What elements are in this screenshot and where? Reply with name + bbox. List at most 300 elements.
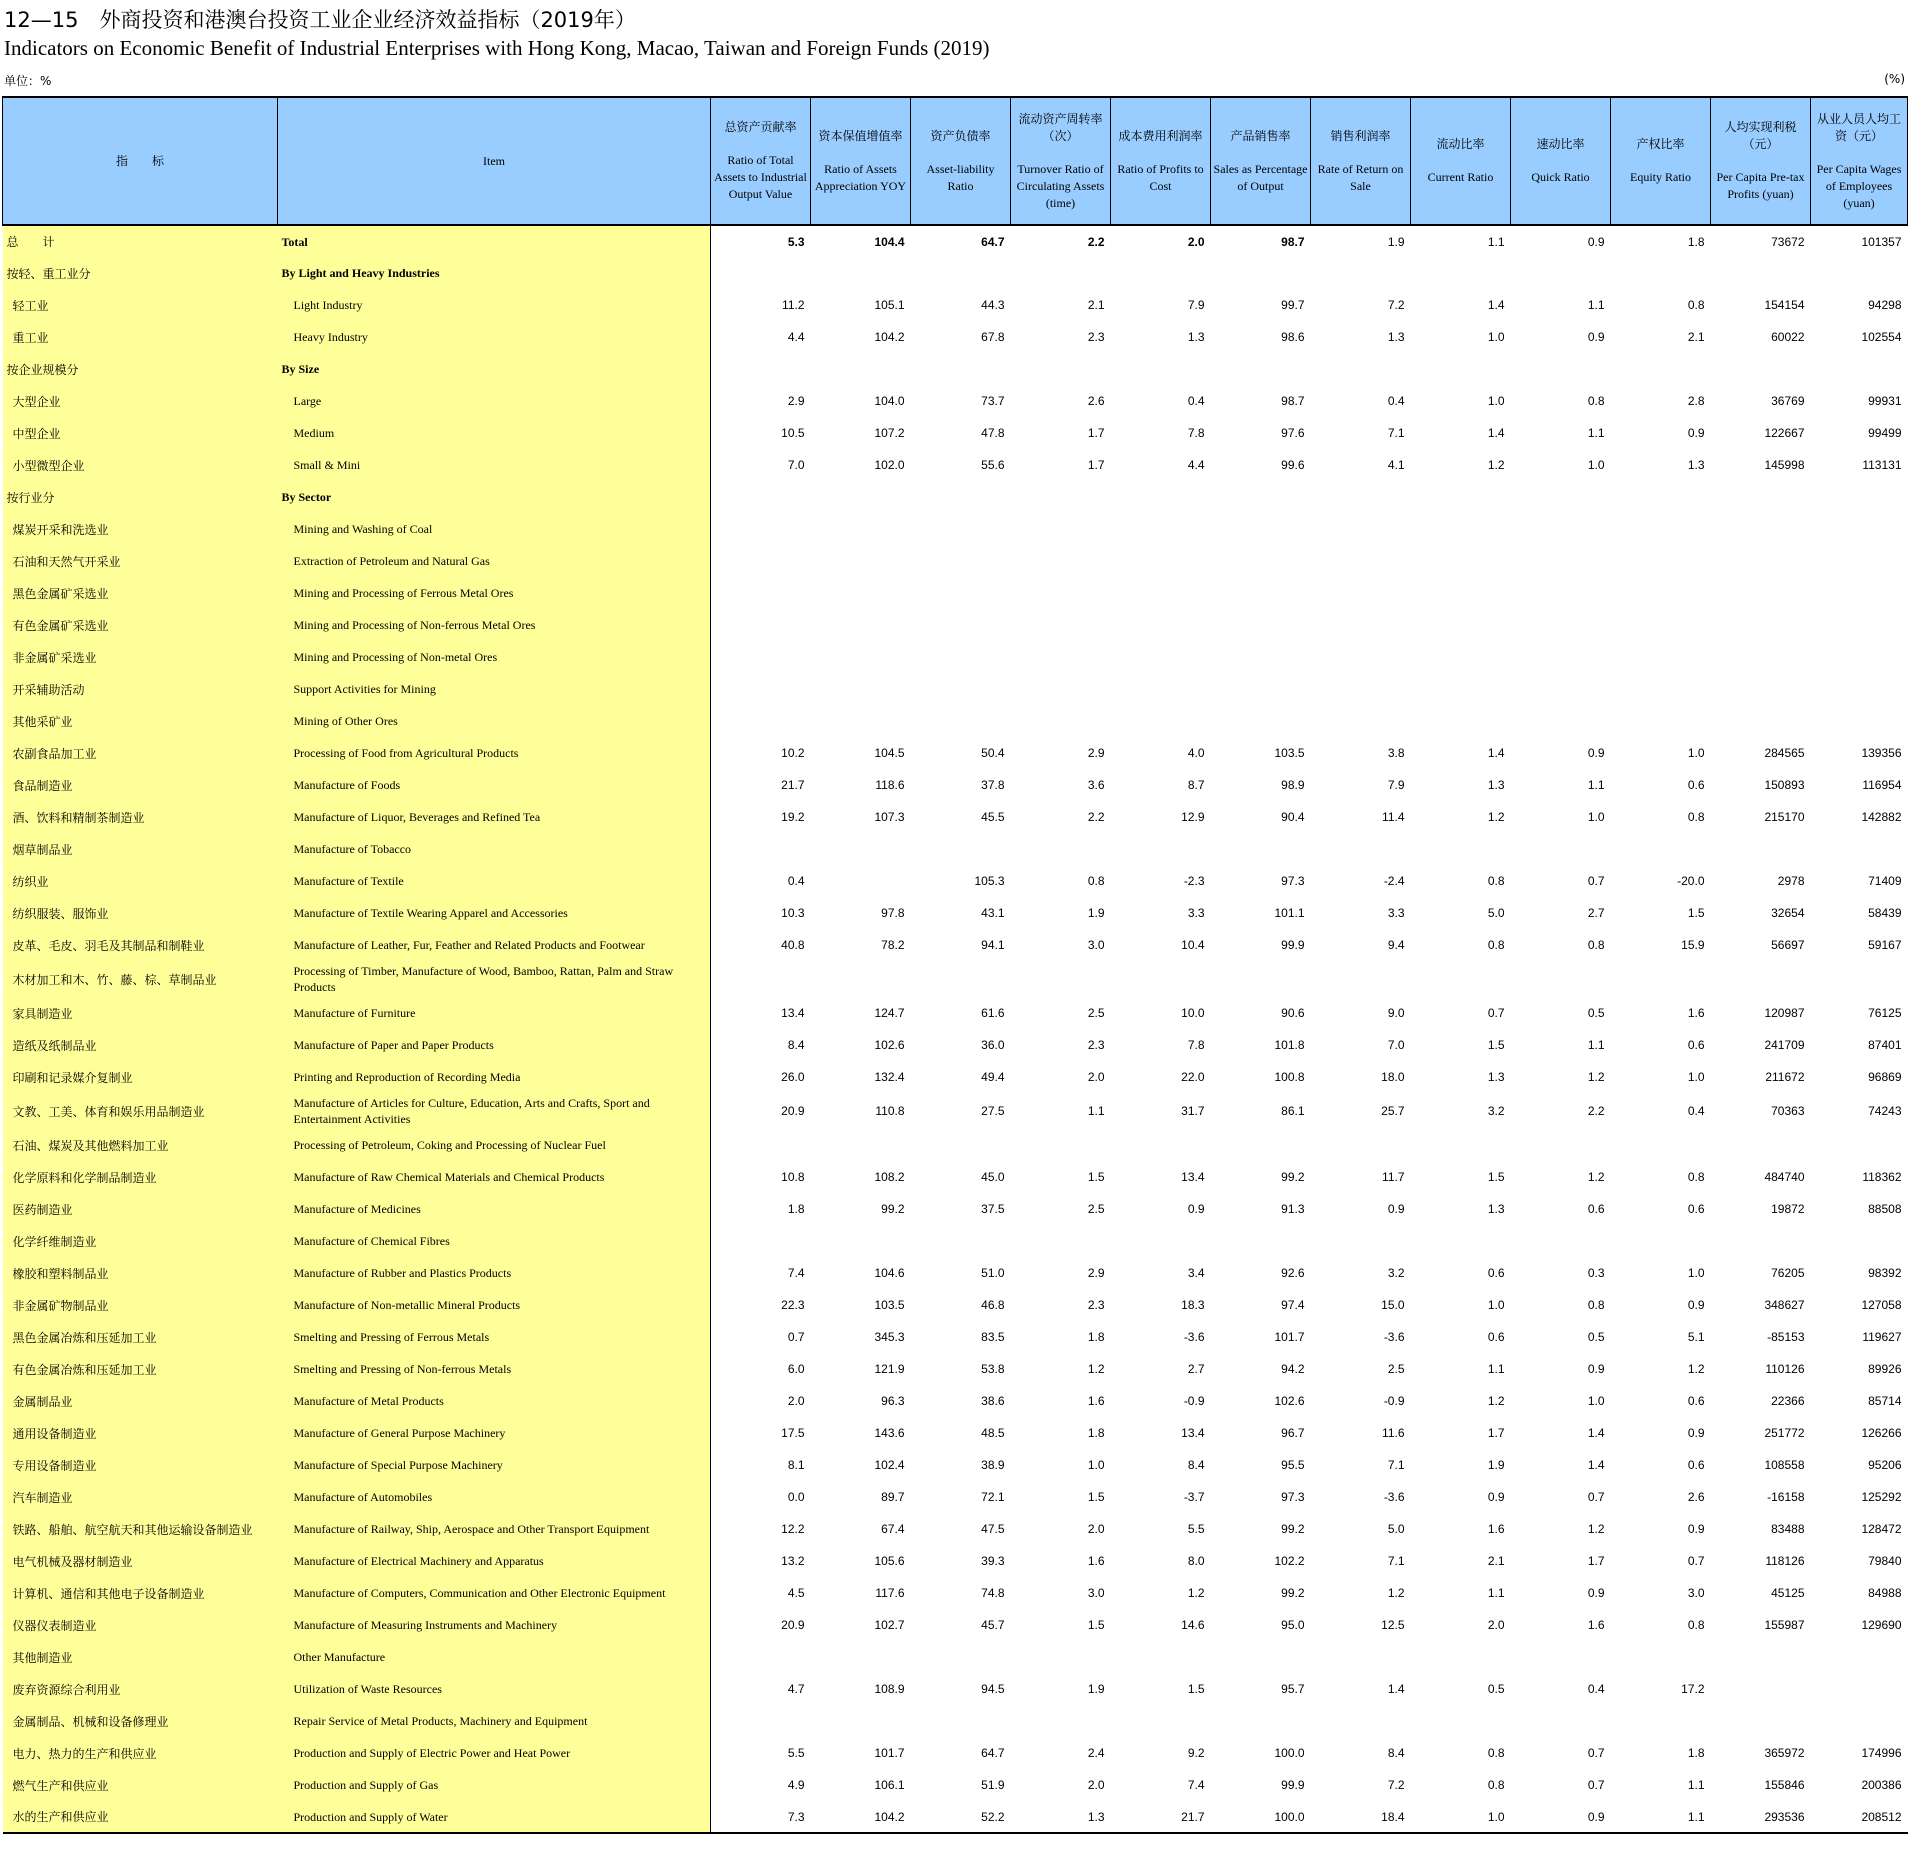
table-cell: 87401 (1868, 1038, 1902, 1052)
table-cell: 2.1 (1487, 1554, 1505, 1568)
row-label-cn: 印刷和记录媒介复制业 (3, 1061, 278, 1093)
table-cell: 5.0 (1387, 1522, 1405, 1536)
table-cell: 2.9 (1087, 746, 1105, 760)
column-header-en: Sales as Percentage of Output (1213, 161, 1308, 193)
table-cell (1611, 609, 1711, 641)
column-header-cn: 产权比率 (1636, 137, 1685, 151)
table-cell: 1.6 (1487, 1522, 1505, 1536)
table-cell: 11.6 (1382, 1426, 1405, 1440)
table-cell: 104.5 (874, 746, 905, 760)
table-title-en: Indicators on Economic Benefit of Industrial Enterprises with Hong Kong, Macao, Taiwan and Foreign Funds (2019) (4, 36, 990, 60)
table-cell: 1.1 (1487, 1362, 1505, 1376)
table-cell: 1.3 (1387, 330, 1405, 344)
table-cell: 25.7 (1381, 1104, 1405, 1118)
table-cell: 83488 (1771, 1522, 1805, 1536)
table-cell: 38.9 (981, 1458, 1005, 1472)
table-cell (1011, 641, 1111, 673)
table-cell: 2.0 (1487, 1618, 1505, 1632)
row-label-en: Other Manufacture (278, 1641, 711, 1673)
table-cell: 67.4 (881, 1522, 905, 1536)
table-cell: 8.0 (1187, 1554, 1205, 1568)
table-cell: 0.4 (1687, 1104, 1705, 1118)
row-label-cn: 金属制品、机械和设备修理业 (3, 1705, 278, 1737)
table-cell: 0.9 (1387, 1202, 1405, 1216)
table-cell: 31.7 (1181, 1104, 1205, 1118)
row-label-cn: 非金属矿采选业 (3, 641, 278, 673)
table-cell: 104.2 (874, 330, 905, 344)
table-cell: 1.0 (1487, 330, 1505, 344)
row-label-cn: 非金属矿物制品业 (3, 1289, 278, 1321)
table-cell: 215170 (1764, 810, 1805, 824)
table-cell (1511, 961, 1611, 997)
table-cell: 3.4 (1187, 1266, 1205, 1280)
column-header-en: Ratio of Total Assets to Industrial Output Value (714, 153, 807, 201)
table-cell: 102.7 (874, 1618, 905, 1632)
table-cell: 13.4 (1181, 1426, 1205, 1440)
table-row (3, 1093, 1908, 1129)
row-label-en: By Size (278, 353, 711, 385)
table-cell: 1.6 (1087, 1394, 1105, 1408)
table-cell: 98.9 (1281, 778, 1305, 792)
table-cell: 3.0 (1087, 938, 1105, 952)
table-row (3, 1705, 1908, 1737)
table-cell (1411, 353, 1511, 385)
table-cell: 105.6 (874, 1554, 905, 1568)
column-header (1211, 97, 1311, 225)
row-label-en: Manufacture of Textile Wearing Apparel and Accessories (278, 897, 711, 929)
table-cell (1611, 257, 1711, 289)
table-cell (911, 673, 1011, 705)
table-cell (1711, 481, 1811, 513)
table-cell: -0.9 (1183, 1394, 1205, 1408)
table-cell (1211, 1705, 1311, 1737)
row-label-en: Total (278, 225, 711, 257)
row-label-cn: 其他制造业 (3, 1641, 278, 1673)
table-cell: 88508 (1868, 1202, 1902, 1216)
row-label-en: Production and Supply of Water (278, 1801, 711, 1833)
table-row (3, 1801, 1908, 1833)
table-cell (1411, 673, 1511, 705)
table-cell (1511, 545, 1611, 577)
table-cell: 108.2 (874, 1170, 905, 1184)
table-cell: 47.8 (981, 426, 1005, 440)
table-cell: 19.2 (781, 810, 805, 824)
row-label-cn: 酒、饮料和精制茶制造业 (3, 801, 278, 833)
table-cell: 102.4 (874, 1458, 905, 1472)
table-cell: 55.6 (981, 458, 1005, 472)
table-cell: 0.9 (1587, 234, 1605, 249)
table-row (3, 1641, 1908, 1673)
table-cell: 129690 (1861, 1618, 1902, 1632)
table-cell (1111, 513, 1211, 545)
table-cell: 2.0 (787, 1394, 805, 1408)
row-label-en: Mining and Processing of Non-metal Ores (278, 641, 711, 673)
table-cell: 90.6 (1281, 1006, 1305, 1020)
table-cell (811, 1705, 911, 1737)
table-cell: 10.4 (1181, 938, 1205, 952)
row-label-en: Processing of Petroleum, Coking and Processing of Nuclear Fuel (278, 1129, 711, 1161)
row-label-cn: 黑色金属冶炼和压延加工业 (3, 1321, 278, 1353)
table-cell (1411, 1225, 1511, 1257)
table-cell: 0.8 (1587, 938, 1605, 952)
row-label-en: Utilization of Waste Resources (278, 1673, 711, 1705)
row-label-cn: 计算机、通信和其他电子设备制造业 (3, 1577, 278, 1609)
table-cell: 102.6 (1274, 1394, 1305, 1408)
table-cell: 59167 (1868, 938, 1902, 952)
table-cell: 18.3 (1181, 1298, 1205, 1312)
table-cell: 4.1 (1387, 458, 1405, 472)
table-cell: 45.5 (981, 810, 1005, 824)
table-cell: 2.2 (1087, 810, 1105, 824)
table-cell: 1.9 (1087, 1682, 1105, 1696)
table-cell (1211, 673, 1311, 705)
table-cell: -16158 (1767, 1490, 1805, 1504)
table-cell: 1.2 (1687, 1362, 1705, 1376)
column-header-cn: 产品销售率 (1230, 128, 1291, 143)
table-cell: 38.6 (981, 1394, 1005, 1408)
table-cell: 3.8 (1387, 746, 1405, 760)
table-cell (1811, 609, 1908, 641)
table-cell (1111, 353, 1211, 385)
table-cell (711, 353, 811, 385)
unit-label: 单位：% (4, 74, 52, 88)
table-cell: 45.0 (981, 1170, 1005, 1184)
column-header-cn: 从业人员人均工资（元） (1816, 111, 1901, 143)
row-label-en: Manufacture of General Purpose Machinery (278, 1417, 711, 1449)
row-label-en: Manufacture of Electrical Machinery and Apparatus (278, 1545, 711, 1577)
table-cell (711, 513, 811, 545)
table-cell: 4.9 (787, 1778, 805, 1792)
table-title-cn: 12—15 外商投资和港澳台投资工业企业经济效益指标（2019年） (4, 8, 636, 32)
row-label-en: Manufacture of Medicines (278, 1193, 711, 1225)
table-cell: 0.3 (1587, 1266, 1605, 1280)
table-cell (911, 481, 1011, 513)
table-cell: 89926 (1868, 1362, 1902, 1376)
table-cell: 0.6 (1687, 1038, 1705, 1052)
table-cell (1811, 1673, 1908, 1705)
table-cell (1111, 577, 1211, 609)
table-cell: 1.2 (1587, 1170, 1605, 1184)
column-header (1711, 97, 1811, 225)
table-cell (1011, 961, 1111, 997)
table-cell: 1.0 (1687, 1070, 1705, 1084)
table-cell: 99.2 (881, 1202, 905, 1216)
table-cell (1111, 481, 1211, 513)
row-label-cn: 有色金属冶炼和压延加工业 (3, 1353, 278, 1385)
table-row (3, 449, 1908, 481)
table-cell: 348627 (1764, 1298, 1805, 1312)
row-label-cn: 按行业分 (3, 481, 278, 513)
table-cell: 1.7 (1587, 1554, 1605, 1568)
table-cell: 106.1 (874, 1778, 905, 1792)
table-cell (911, 257, 1011, 289)
table-cell: 0.7 (1587, 874, 1605, 888)
table-cell: 1.6 (1687, 1006, 1705, 1020)
table-cell: 0.8 (1487, 938, 1505, 952)
table-cell (1411, 609, 1511, 641)
row-label-cn: 有色金属矿采选业 (3, 609, 278, 641)
table-cell (1811, 705, 1908, 737)
table-cell: 1.7 (1487, 1426, 1505, 1440)
table-cell (1011, 1129, 1111, 1161)
table-cell: 99.2 (1281, 1522, 1305, 1536)
table-cell: 37.5 (981, 1202, 1005, 1216)
row-label-cn: 通用设备制造业 (3, 1417, 278, 1449)
row-label-en: Manufacture of Furniture (278, 997, 711, 1029)
table-cell: 15.0 (1381, 1298, 1405, 1312)
column-header (1411, 97, 1511, 225)
table-cell: 7.1 (1387, 1554, 1405, 1568)
table-row (3, 1545, 1908, 1577)
table-cell: 108558 (1764, 1458, 1805, 1472)
table-cell: 4.4 (787, 330, 805, 344)
table-cell: 2.0 (1087, 1522, 1105, 1536)
table-cell (711, 545, 811, 577)
table-cell: 98392 (1868, 1266, 1902, 1280)
table-cell: 0.8 (1687, 810, 1705, 824)
table-row (3, 1257, 1908, 1289)
row-label-cn: 文教、工美、体育和娱乐用品制造业 (3, 1093, 278, 1129)
table-cell: 1.8 (1687, 234, 1705, 249)
table-cell: 0.7 (1587, 1746, 1605, 1760)
table-cell: 5.1 (1687, 1330, 1705, 1344)
row-label-cn: 黑色金属矿采选业 (3, 577, 278, 609)
table-cell (1111, 705, 1211, 737)
table-cell: 72.1 (981, 1490, 1005, 1504)
table-cell: 7.0 (1387, 1038, 1405, 1052)
table-cell (711, 1225, 811, 1257)
table-cell: 58439 (1868, 906, 1902, 920)
table-cell: 251772 (1764, 1426, 1805, 1440)
row-label-en: Manufacture of Chemical Fibres (278, 1225, 711, 1257)
table-cell: 97.6 (1281, 426, 1305, 440)
table-cell (1611, 1225, 1711, 1257)
table-cell: 13.2 (781, 1554, 805, 1568)
table-cell: 7.3 (787, 1809, 805, 1824)
table-cell: 83.5 (981, 1330, 1005, 1344)
table-cell: 12.9 (1181, 810, 1205, 824)
table-cell: 36769 (1771, 394, 1805, 408)
row-label-cn: 食品制造业 (3, 769, 278, 801)
table-cell (1311, 1225, 1411, 1257)
table-cell: 94.5 (981, 1682, 1005, 1696)
row-label-cn: 造纸及纸制品业 (3, 1029, 278, 1061)
table-cell: 78.2 (881, 938, 905, 952)
table-cell: 45125 (1771, 1586, 1805, 1600)
table-cell: 1.0 (1487, 1809, 1505, 1824)
table-cell (1711, 353, 1811, 385)
row-label-en: Processing of Food from Agricultural Products (278, 737, 711, 769)
table-cell: 64.7 (981, 234, 1005, 249)
table-cell: 99931 (1868, 394, 1902, 408)
column-header (911, 97, 1011, 225)
table-cell: -20.0 (1677, 874, 1705, 888)
table-cell: 26.0 (781, 1070, 805, 1084)
table-cell: 67.8 (981, 330, 1005, 344)
table-cell: 1.5 (1187, 1682, 1205, 1696)
table-cell (1611, 545, 1711, 577)
column-header-en: Ratio of Profits to Cost (1117, 161, 1204, 193)
table-cell: 13.4 (1181, 1170, 1205, 1184)
table-cell (1511, 609, 1611, 641)
table-cell: 0.6 (1587, 1202, 1605, 1216)
table-cell: 0.8 (1687, 1618, 1705, 1632)
table-row (3, 929, 1908, 961)
table-cell (1511, 1641, 1611, 1673)
table-cell: 7.0 (787, 458, 805, 472)
row-label-en: Manufacture of Leather, Fur, Feather and Related Products and Footwear (278, 929, 711, 961)
table-cell: 1.6 (1087, 1554, 1105, 1568)
table-cell: 1.0 (1687, 746, 1705, 760)
row-label-cn: 木材加工和木、竹、藤、棕、草制品业 (3, 961, 278, 997)
table-cell: 1.9 (1087, 906, 1105, 920)
table-cell: 2978 (1777, 874, 1805, 888)
row-label-en: Manufacture of Metal Products (278, 1385, 711, 1417)
table-cell: 37.8 (981, 778, 1005, 792)
table-cell (1711, 577, 1811, 609)
table-cell (1111, 1129, 1211, 1161)
table-cell: 64.7 (981, 1746, 1005, 1760)
table-cell (1711, 961, 1811, 997)
table-cell: 118126 (1765, 1554, 1805, 1568)
table-cell: 0.9 (1687, 1522, 1705, 1536)
table-cell: 17.5 (781, 1426, 805, 1440)
table-cell (1311, 705, 1411, 737)
table-cell: 345.3 (874, 1330, 905, 1344)
table-row (3, 897, 1908, 929)
table-row (3, 737, 1908, 769)
row-label-en: Mining and Processing of Non-ferrous Metal Ores (278, 609, 711, 641)
table-cell (1511, 577, 1611, 609)
table-cell: 104.6 (874, 1266, 905, 1280)
table-cell (1411, 481, 1511, 513)
table-cell (811, 353, 911, 385)
table-cell: 1.1 (1587, 1038, 1605, 1052)
table-cell (1011, 609, 1111, 641)
table-cell: 99.9 (1281, 938, 1305, 952)
table-cell (1311, 1705, 1411, 1737)
table-cell: 76205 (1771, 1266, 1805, 1280)
row-label-cn: 小型微型企业 (3, 449, 278, 481)
table-cell (1211, 609, 1311, 641)
table-cell: 1.1 (1587, 778, 1605, 792)
table-cell: 1.5 (1087, 1618, 1105, 1632)
table-cell (1211, 961, 1311, 997)
table-cell (1011, 1641, 1111, 1673)
table-cell: 103.5 (874, 1298, 905, 1312)
table-cell: 104.4 (874, 234, 905, 249)
column-header (1011, 97, 1111, 225)
table-cell: 32654 (1771, 906, 1805, 920)
table-cell: 0.9 (1687, 1298, 1705, 1312)
row-label-en: Manufacture of Textile (278, 865, 711, 897)
table-cell: 101.1 (1274, 906, 1305, 920)
table-cell (1311, 1129, 1411, 1161)
table-cell: 96.7 (1281, 1426, 1305, 1440)
table-cell: 1.8 (1087, 1330, 1105, 1344)
table-cell: 0.9 (1187, 1202, 1205, 1216)
table-cell: 101.8 (1274, 1038, 1305, 1052)
row-label-cn: 仪器仪表制造业 (3, 1609, 278, 1641)
table-cell (911, 545, 1011, 577)
table-cell: 1.7 (1087, 426, 1105, 440)
table-cell (811, 865, 911, 897)
column-header (711, 97, 811, 225)
table-cell (1711, 1673, 1811, 1705)
table-cell: 10.2 (781, 746, 805, 760)
table-cell: 12.2 (781, 1522, 805, 1536)
table-row (3, 289, 1908, 321)
table-cell: 71409 (1868, 874, 1902, 888)
table-row (3, 961, 1908, 997)
table-cell: 1.4 (1587, 1426, 1605, 1440)
table-row (3, 833, 1908, 865)
table-cell (1511, 1129, 1611, 1161)
table-cell: 0.4 (1387, 394, 1405, 408)
table-cell (1311, 1641, 1411, 1673)
table-cell: 2.6 (1087, 394, 1105, 408)
table-cell: 10.3 (781, 906, 805, 920)
table-cell: 150893 (1764, 778, 1805, 792)
row-label-cn: 电气机械及器材制造业 (3, 1545, 278, 1577)
row-label-en: Small & Mini (278, 449, 711, 481)
table-body (3, 225, 1908, 1833)
table-cell: 1.8 (1687, 1746, 1705, 1760)
table-cell: 102.2 (1274, 1554, 1305, 1568)
table-cell (811, 705, 911, 737)
table-cell: 96869 (1868, 1070, 1902, 1084)
table-cell (1511, 833, 1611, 865)
table-cell: 21.7 (781, 778, 805, 792)
row-label-cn: 废弃资源综合利用业 (3, 1673, 278, 1705)
table-cell (911, 1129, 1011, 1161)
table-cell: 2.2 (1587, 1104, 1605, 1118)
table-cell (1711, 833, 1811, 865)
row-label-en: Manufacture of Automobiles (278, 1481, 711, 1513)
table-cell (1711, 545, 1811, 577)
row-label-en: Production and Supply of Gas (278, 1769, 711, 1801)
table-cell (1811, 1705, 1908, 1737)
table-cell: 155846 (1764, 1778, 1805, 1792)
row-label-cn: 水的生产和供应业 (3, 1801, 278, 1833)
table-cell: 2.4 (1087, 1746, 1105, 1760)
table-row (3, 321, 1908, 353)
table-cell (811, 961, 911, 997)
table-cell (1611, 1641, 1711, 1673)
row-label-en: Manufacture of Tobacco (278, 833, 711, 865)
table-cell: 119627 (1862, 1330, 1902, 1344)
table-cell (1611, 673, 1711, 705)
row-label-cn: 其他采矿业 (3, 705, 278, 737)
table-cell: 4.0 (1187, 746, 1205, 760)
table-cell: 97.8 (881, 906, 905, 920)
table-cell: 2.7 (1187, 1362, 1205, 1376)
table-cell: 125292 (1861, 1490, 1902, 1504)
table-cell (1011, 705, 1111, 737)
table-cell: -0.9 (1383, 1394, 1405, 1408)
table-cell: 10.8 (781, 1170, 805, 1184)
table-cell (1811, 673, 1908, 705)
table-cell (711, 705, 811, 737)
table-row (3, 1225, 1908, 1257)
table-cell: 2.3 (1087, 330, 1105, 344)
table-row (3, 1353, 1908, 1385)
row-label-cn: 重工业 (3, 321, 278, 353)
table-cell: 51.9 (981, 1778, 1005, 1792)
row-label-en: By Light and Heavy Industries (278, 257, 711, 289)
table-cell (1711, 513, 1811, 545)
table-cell: 1.8 (1087, 1426, 1105, 1440)
